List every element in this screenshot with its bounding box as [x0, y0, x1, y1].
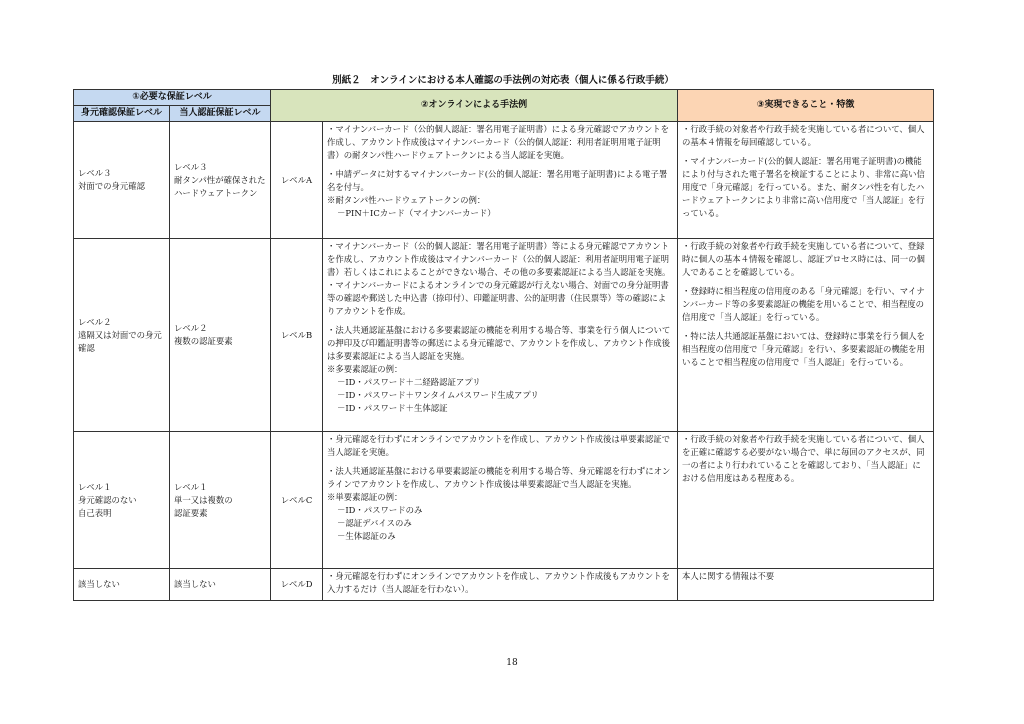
- auth-level-cell-line: レベル１: [174, 481, 208, 492]
- methods-cell-line: －ID・パスワード＋生体認証: [337, 403, 448, 413]
- method-level-cell: レベルD: [271, 569, 323, 601]
- features-cell: [678, 239, 934, 432]
- identity-level-cell-line: 自己表明: [78, 507, 112, 518]
- methods-cell-line: －ID・パスワードのみ: [337, 505, 423, 515]
- table-row: [74, 432, 934, 569]
- features-cell-line: 本人に関する情報は不要: [682, 571, 775, 581]
- auth-level-cell-line: ハードウェアトークン: [174, 187, 258, 198]
- identity-level-cell-line: 身元確認のない: [78, 494, 137, 505]
- identity-level-cell: [74, 569, 170, 601]
- auth-level-cell-line: 複数の認証要素: [174, 336, 233, 346]
- identity-level-cell-line: レベル１: [78, 481, 112, 492]
- features-cell-line: ・行政手続の対象者や行政手続を実施している者について、登録時に個人の基本４情報を確認し、認証プロセス時には、同一の個人であることを確認している。: [682, 241, 925, 277]
- identity-level-cell-line: 対面での身元確認: [78, 181, 145, 191]
- methods-cell-line: －ID・パスワード＋二経路認証アプリ: [337, 377, 481, 387]
- auth-level-cell: [170, 432, 271, 569]
- identity-level-cell-line: 遠隔又は対面での身元確認: [78, 329, 162, 353]
- method-level-cell: レベルA: [271, 122, 323, 239]
- methods-cell-line: ※耐タンパ性ハードウェアトークンの例：: [327, 195, 486, 205]
- auth-level-cell-line: 単一又は複数の: [174, 494, 233, 505]
- auth-level-cell-line: レベル３: [174, 161, 208, 172]
- features-cell: [678, 432, 934, 569]
- methods-cell-line: ・マイナンバーカードによるオンラインでの身元確認が行えない場合、対面での身分証明書等の確認や郵送した申込書（捺印付）、印鑑証明書、公的証明書（住民票等）等の確認によりアカウントを作成。: [327, 280, 669, 316]
- methods-cell: [323, 569, 678, 601]
- features-cell-line: ・特に法人共通認証基盤においては、登録時に事業を行う個人を相当程度の信用度で「身元確認」を行い、多要素認証の機能を用いることで相当程度の信用度で「当人認証」を行っている。: [682, 331, 925, 367]
- table-row: [74, 569, 934, 601]
- auth-level-cell-line: レベル２: [174, 323, 208, 333]
- page-title: 別紙２ オンラインにおける本人確認の手法例の対応表（個人に係る行政手続）: [332, 75, 674, 86]
- methods-cell-line: ※多要素認証の例：: [327, 364, 403, 374]
- methods-cell-line: ・法人共通認証基盤における単要素認証の機能を利用する場合等、身元確認を行わずにオンラインでアカウントを作成し、アカウント作成後は単要素認証で当人認証を実施。: [327, 466, 671, 489]
- features-cell-line: ・行政手続の対象者や行政手続を実施している者について、個人を正確に確認する必要がない場合で、単に毎回のアクセスが、同一の者により行われていることを確認しており、「当人認証」における信用度はある程度ある。: [682, 434, 925, 483]
- methods-cell-line: ※単要素認証の例：: [327, 492, 403, 502]
- methods-cell: [323, 239, 678, 432]
- features-cell: [678, 569, 934, 601]
- table-body: [74, 122, 934, 601]
- page-number: 18: [506, 658, 518, 668]
- methods-cell: [323, 432, 678, 569]
- method-level-cell: レベルC: [271, 432, 323, 569]
- identity-level-cell-line: レベル３: [78, 168, 112, 178]
- features-cell-line: ・行政手続の対象者や行政手続を実施している者について、個人の基本４情報を毎回確認している。: [682, 124, 925, 147]
- method-level-cell: レベルB: [271, 239, 323, 432]
- identity-level-cell-line: 該当しない: [78, 579, 120, 589]
- auth-level-cell: [170, 569, 271, 601]
- auth-level-cell: [170, 239, 271, 432]
- methods-cell-line: ・法人共通認証基盤における多要素認証の機能を利用する場合等、事業を行う個人についての押印及び印鑑証明書等の郵送による身元確認で、アカウントを作成し、アカウント作成後は多要素認証による当人認証を実施。: [327, 325, 671, 361]
- correspondence-table: [73, 89, 934, 601]
- auth-level-cell-line: 該当しない: [174, 579, 216, 589]
- auth-level-cell-line: 認証要素: [174, 507, 208, 518]
- identity-level-cell-line: レベル２: [78, 316, 112, 327]
- header-auth-level: 当人認証保証レベル: [170, 106, 271, 122]
- header-required-level: ①必要な保証レベル: [74, 90, 271, 106]
- identity-level-cell: [74, 432, 170, 569]
- methods-cell-line: ・マイナンバーカード（公的個人認証：署名用電子証明書）等による身元確認でアカウントを作成し、アカウント作成後はマイナンバーカード（公的個人認証：利用者証明用電子証明書）若しくはこれによることができない場合、その他の多要素認証による当人認証を実施。: [327, 241, 671, 277]
- methods-cell-line: －PIN＋ICカード（マイナンバーカード）: [337, 208, 496, 218]
- methods-cell-line: ・申請データに対するマイナンバーカード(公的個人認証：署名用電子証明書)による電子署名を付与。: [327, 169, 668, 192]
- features-cell-line: ・マイナンバーカード(公的個人認証：署名用電子証明書)の機能により付与された電子署名を検証することにより、非常に高い信用度で「身元確認」を行っている。また、耐タンパ性を有したハードウェアトークンにより非常に高い信用度で「当人認証」を行っている。: [682, 156, 925, 218]
- auth-level-cell: [170, 122, 271, 239]
- features-cell: [678, 122, 934, 239]
- features-cell-line: ・登録時に相当程度の信用度のある「身元確認」を行い、マイナンバーカード等の多要素認証の機能を用いることで、相当程度の信用度で「当人認証」を行っている。: [682, 286, 925, 322]
- header-online-method: ②オンラインによる手法例: [271, 90, 678, 122]
- methods-cell: [323, 122, 678, 239]
- methods-cell-line: －認証デバイスのみ: [337, 518, 412, 528]
- auth-level-cell-line: 耐タンパ性が確保された: [174, 174, 266, 185]
- identity-level-cell: [74, 122, 170, 239]
- table-row: [74, 239, 934, 432]
- table-row: [74, 122, 934, 239]
- methods-cell-line: ・身元確認を行わずにオンラインでアカウントを作成し、アカウント作成後は単要素認証で当人認証を実施。: [327, 434, 670, 457]
- header-identity-level: 身元確認保証レベル: [74, 106, 170, 122]
- identity-level-cell: [74, 239, 170, 432]
- methods-cell-line: －ID・パスワード＋ワンタイムパスワード生成アプリ: [337, 390, 539, 400]
- header-features: ③実現できること・特徴: [678, 90, 934, 122]
- methods-cell-line: ・身元確認を行わずにオンラインでアカウントを作成し、アカウント作成後もアカウントを入力するだけ（当人認証を行わない）。: [327, 571, 670, 594]
- methods-cell-line: －生体認証のみ: [337, 531, 396, 541]
- methods-cell-line: ・マイナンバーカード（公的個人認証：署名用電子証明書）による身元確認でアカウントを作成し、アカウント作成後はマイナンバーカード（公的個人認証：利用者証明用電子証明書）の耐タンパ性ハードウェアトークンによる当人認証を実施。: [327, 124, 669, 160]
